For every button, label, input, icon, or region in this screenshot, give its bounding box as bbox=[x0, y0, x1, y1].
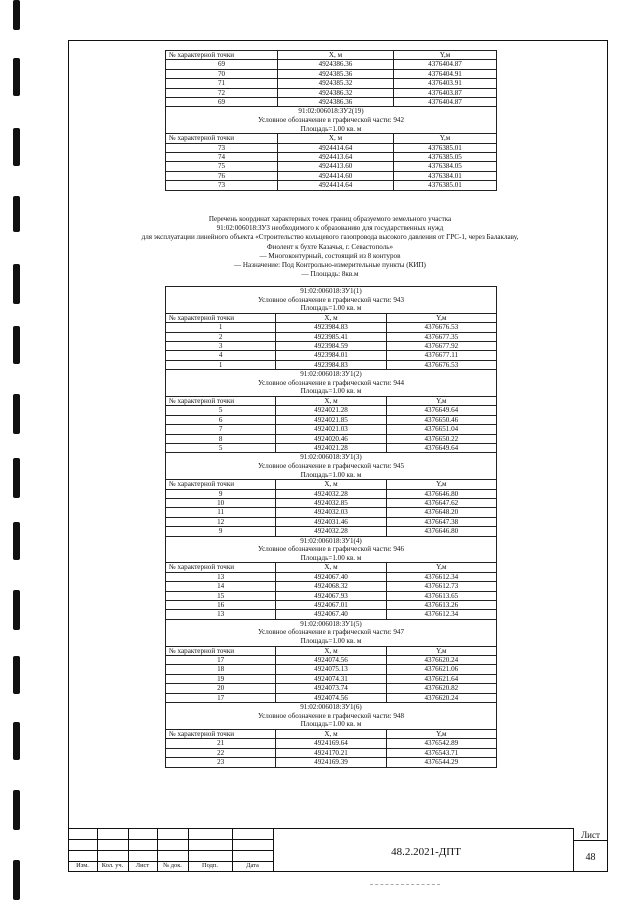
contour-designation: Условное обозначение в графической части: 944 bbox=[257, 378, 404, 387]
y-coordinate-cell: 4376404.87 bbox=[394, 60, 497, 69]
point-number-cell: 22 bbox=[166, 748, 276, 757]
header-point: № характерной точки bbox=[166, 729, 276, 738]
contour-designation: Условное обозначение в графической части: 942 bbox=[257, 116, 404, 125]
x-coordinate-cell: 4924413.64 bbox=[278, 153, 394, 162]
coords-table-contours bbox=[165, 286, 497, 768]
point-number-cell: 7 bbox=[166, 425, 276, 434]
y-coordinate-cell: 4376648.20 bbox=[386, 508, 496, 517]
contour-title-row bbox=[166, 536, 497, 563]
point-number-cell: 9 bbox=[166, 527, 276, 536]
table-header-row bbox=[166, 563, 497, 572]
y-coordinate-cell: 4376612.73 bbox=[386, 582, 496, 591]
binder-hole bbox=[13, 264, 20, 304]
contour-title-row bbox=[166, 107, 497, 134]
point-number-cell: 5 bbox=[166, 406, 276, 415]
stamp-label-signature: Подп. bbox=[202, 862, 218, 869]
y-coordinate-cell: 4376612.34 bbox=[386, 610, 496, 619]
contour-title-row bbox=[166, 453, 497, 480]
header-y: Y,м bbox=[394, 134, 497, 143]
header-x: X, м bbox=[276, 563, 386, 572]
table-row bbox=[166, 332, 497, 341]
header-y: Y,м bbox=[386, 480, 496, 489]
table-row bbox=[166, 88, 497, 97]
table-row bbox=[166, 79, 497, 88]
contour-title: 91:02:006018:ЗУ1(2) bbox=[300, 370, 362, 379]
table-row bbox=[166, 674, 497, 683]
intro-line-1: Перечень координат характерных точек границ образуемого земельного участка bbox=[208, 215, 452, 223]
table-row bbox=[166, 758, 497, 767]
y-coordinate-cell: 4376649.64 bbox=[386, 444, 496, 453]
contour-title-cell bbox=[166, 703, 497, 730]
binder-hole bbox=[13, 656, 20, 694]
header-y: Y,м bbox=[386, 563, 496, 572]
x-coordinate-cell: 4924021.28 bbox=[276, 406, 386, 415]
y-coordinate-cell: 4376677.35 bbox=[386, 332, 496, 341]
y-coordinate-cell: 4376620.24 bbox=[386, 693, 496, 702]
x-coordinate-cell: 4924067.40 bbox=[276, 572, 386, 581]
point-number-cell: 21 bbox=[166, 739, 276, 748]
point-number-cell: 12 bbox=[166, 517, 276, 526]
stamp-label-date: Дата bbox=[246, 862, 259, 869]
point-number-cell: 4 bbox=[166, 351, 276, 360]
y-coordinate-cell: 4376646.80 bbox=[386, 489, 496, 498]
x-coordinate-cell: 4924386.36 bbox=[278, 98, 394, 107]
point-number-cell: 74 bbox=[166, 153, 278, 162]
header-x: X, м bbox=[276, 480, 386, 489]
contours-content bbox=[165, 286, 497, 768]
binder-hole bbox=[13, 722, 20, 760]
contour-title-cell bbox=[166, 536, 497, 563]
table-row bbox=[166, 434, 497, 443]
contour-title-cell bbox=[166, 453, 497, 480]
header-y: Y,м bbox=[386, 646, 496, 655]
table-header-row bbox=[166, 397, 497, 406]
table-row bbox=[166, 425, 497, 434]
y-coordinate-cell: 4376621.06 bbox=[386, 665, 496, 674]
point-number-cell: 1 bbox=[166, 323, 276, 332]
table-row bbox=[166, 489, 497, 498]
header-y: Y,м bbox=[386, 729, 496, 738]
y-coordinate-cell: 4376384.01 bbox=[394, 171, 497, 180]
x-coordinate-cell: 4924414.64 bbox=[278, 143, 394, 152]
table-row bbox=[166, 171, 497, 180]
table-row bbox=[166, 656, 497, 665]
contour-title-cell bbox=[166, 619, 497, 646]
y-coordinate-cell: 4376677.92 bbox=[386, 342, 496, 351]
binder-hole bbox=[13, 522, 20, 560]
sheet-number: 48 bbox=[585, 852, 596, 863]
stamp-label-izm: Изм. bbox=[76, 862, 89, 869]
point-number-cell: 73 bbox=[166, 181, 278, 190]
header-x: X, м bbox=[276, 646, 386, 655]
stamp-label-list: Лист bbox=[135, 862, 150, 869]
contour-area: Площадь=1.00 кв. м bbox=[300, 637, 362, 646]
contour-area: Площадь=1.00 кв. м bbox=[300, 304, 362, 313]
y-coordinate-cell: 4376613.65 bbox=[386, 591, 496, 600]
header-x: X, м bbox=[278, 51, 394, 60]
header-x: X, м bbox=[278, 134, 394, 143]
table-row bbox=[166, 60, 497, 69]
y-coordinate-cell: 4376620.82 bbox=[386, 684, 496, 693]
x-coordinate-cell: 4924032.28 bbox=[276, 527, 386, 536]
contour-title: 91:02:006018:ЗУ1(1) bbox=[300, 287, 362, 295]
header-y: Y,м bbox=[386, 313, 496, 322]
y-coordinate-cell: 4376651.04 bbox=[386, 425, 496, 434]
y-coordinate-cell: 4376404.87 bbox=[394, 98, 497, 107]
x-coordinate-cell: 4924021.03 bbox=[276, 425, 386, 434]
table-header-row bbox=[166, 134, 497, 143]
table-row bbox=[166, 684, 497, 693]
contour-designation: Условное обозначение в графической части: 946 bbox=[257, 545, 404, 554]
header-y: Y,м bbox=[386, 397, 496, 406]
y-coordinate-cell: 4376621.64 bbox=[386, 674, 496, 683]
header-y: Y,м bbox=[394, 51, 497, 60]
y-coordinate-cell: 4376544.29 bbox=[386, 758, 496, 767]
table-row bbox=[166, 748, 497, 757]
intro-text bbox=[120, 215, 540, 279]
point-number-cell: 71 bbox=[166, 79, 278, 88]
contour-area: Площадь=1.00 кв. м bbox=[300, 720, 362, 729]
point-number-cell: 69 bbox=[166, 98, 278, 107]
point-number-cell: 2 bbox=[166, 332, 276, 341]
x-coordinate-cell: 4924073.74 bbox=[276, 684, 386, 693]
top-content bbox=[165, 50, 497, 191]
contour-area: Площадь=1.00 кв. м bbox=[300, 124, 362, 133]
contour-title-row bbox=[166, 370, 497, 397]
intro-line-2: 91:02:006018:ЗУ3 необходимого к образованию для государственных нужд bbox=[216, 224, 444, 233]
contour-area: Площадь=1.00 кв. м bbox=[300, 553, 362, 562]
intro-line-7: — Площадь: 8кв.м bbox=[301, 270, 359, 279]
y-coordinate-cell: 4376647.62 bbox=[386, 499, 496, 508]
y-coordinate-cell: 4376677.11 bbox=[386, 351, 496, 360]
point-number-cell: 13 bbox=[166, 572, 276, 581]
y-coordinate-cell: 4376403.87 bbox=[394, 88, 497, 97]
point-number-cell: 9 bbox=[166, 489, 276, 498]
table-row bbox=[166, 739, 497, 748]
x-coordinate-cell: 4924386.32 bbox=[278, 88, 394, 97]
binder-hole bbox=[13, 0, 20, 30]
x-coordinate-cell: 4924032.03 bbox=[276, 508, 386, 517]
contour-title-row bbox=[166, 703, 497, 730]
point-number-cell: 69 bbox=[166, 60, 278, 69]
sheet-label: Лист bbox=[581, 830, 600, 840]
y-coordinate-cell: 4376403.91 bbox=[394, 79, 497, 88]
table-row bbox=[166, 610, 497, 619]
header-x: X, м bbox=[276, 729, 386, 738]
x-coordinate-cell: 4924067.01 bbox=[276, 601, 386, 610]
intro-line-4: Фиолент к бухте Казачья, г. Севастополь» bbox=[266, 242, 394, 251]
x-coordinate-cell: 4924021.28 bbox=[276, 444, 386, 453]
point-number-cell: 6 bbox=[166, 415, 276, 424]
point-number-cell: 18 bbox=[166, 665, 276, 674]
header-point: № характерной точки bbox=[166, 313, 276, 322]
table-header-row bbox=[166, 480, 497, 489]
y-coordinate-cell: 4376650.22 bbox=[386, 434, 496, 443]
point-number-cell: 76 bbox=[166, 171, 278, 180]
point-number-cell: 72 bbox=[166, 88, 278, 97]
table-row bbox=[166, 360, 497, 369]
stamp-label-doc-no: № док. bbox=[163, 862, 182, 869]
table-row bbox=[166, 181, 497, 190]
header-point: № характерной точки bbox=[166, 51, 278, 60]
x-coordinate-cell: 4924067.93 bbox=[276, 591, 386, 600]
point-number-cell: 20 bbox=[166, 684, 276, 693]
binder-hole bbox=[13, 326, 20, 364]
contour-title-row bbox=[166, 287, 497, 314]
point-number-cell: 15 bbox=[166, 591, 276, 600]
contour-designation: Условное обозначение в графической части: 947 bbox=[257, 628, 404, 637]
point-number-cell: 8 bbox=[166, 434, 276, 443]
contour-title-cell bbox=[166, 107, 497, 134]
coords-table-top bbox=[165, 50, 497, 191]
binder-hole bbox=[13, 458, 20, 498]
y-coordinate-cell: 4376612.34 bbox=[386, 572, 496, 581]
point-number-cell: 5 bbox=[166, 444, 276, 453]
x-coordinate-cell: 4924413.60 bbox=[278, 162, 394, 171]
y-coordinate-cell: 4376385.05 bbox=[394, 153, 497, 162]
binder-hole bbox=[13, 196, 20, 232]
binder-hole bbox=[13, 58, 20, 96]
table-row bbox=[166, 143, 497, 152]
x-coordinate-cell: 4924074.31 bbox=[276, 674, 386, 683]
point-number-cell: 17 bbox=[166, 656, 276, 665]
y-coordinate-cell: 4376385.01 bbox=[394, 143, 497, 152]
x-coordinate-cell: 4924385.36 bbox=[278, 69, 394, 78]
point-number-cell: 75 bbox=[166, 162, 278, 171]
contour-title-cell bbox=[166, 370, 497, 397]
binder-hole bbox=[13, 128, 20, 166]
header-point: № характерной точки bbox=[166, 646, 276, 655]
table-row bbox=[166, 517, 497, 526]
y-coordinate-cell: 4376543.71 bbox=[386, 748, 496, 757]
x-coordinate-cell: 4924169.64 bbox=[276, 739, 386, 748]
point-number-cell: 19 bbox=[166, 674, 276, 683]
contour-designation: Условное обозначение в графической части: 945 bbox=[257, 462, 404, 471]
table-header-row bbox=[166, 51, 497, 60]
table-row bbox=[166, 444, 497, 453]
header-point: № характерной точки bbox=[166, 397, 276, 406]
x-coordinate-cell: 4923984.01 bbox=[276, 351, 386, 360]
table-header-row bbox=[166, 646, 497, 655]
x-coordinate-cell: 4924414.60 bbox=[278, 171, 394, 180]
x-coordinate-cell: 4924074.56 bbox=[276, 656, 386, 665]
x-coordinate-cell: 4924067.40 bbox=[276, 610, 386, 619]
y-coordinate-cell: 4376384.05 bbox=[394, 162, 497, 171]
table-row bbox=[166, 406, 497, 415]
contour-title: 91:02:006018:ЗУ1(3) bbox=[300, 453, 362, 462]
point-number-cell: 3 bbox=[166, 342, 276, 351]
x-coordinate-cell: 4924169.39 bbox=[276, 758, 386, 767]
x-coordinate-cell: 4924075.13 bbox=[276, 665, 386, 674]
point-number-cell: 1 bbox=[166, 360, 276, 369]
document-number: 48.2.2021-ДПТ bbox=[391, 846, 461, 858]
x-coordinate-cell: 4924032.85 bbox=[276, 499, 386, 508]
point-number-cell: 14 bbox=[166, 582, 276, 591]
table-row bbox=[166, 342, 497, 351]
x-coordinate-cell: 4924074.56 bbox=[276, 693, 386, 702]
point-number-cell: 70 bbox=[166, 69, 278, 78]
contour-title-row bbox=[166, 619, 497, 646]
table-row bbox=[166, 98, 497, 107]
x-coordinate-cell: 4924386.36 bbox=[278, 60, 394, 69]
table-row bbox=[166, 508, 497, 517]
y-coordinate-cell: 4376676.53 bbox=[386, 323, 496, 332]
header-point: № характерной точки bbox=[166, 480, 276, 489]
binder-hole bbox=[13, 860, 20, 900]
table-row bbox=[166, 323, 497, 332]
scan-mark bbox=[370, 884, 440, 885]
y-coordinate-cell: 4376404.91 bbox=[394, 69, 497, 78]
y-coordinate-cell: 4376650.46 bbox=[386, 415, 496, 424]
header-point: № характерной точки bbox=[166, 134, 278, 143]
point-number-cell: 23 bbox=[166, 758, 276, 767]
intro-line-5: — Многоконтурный, состоящий из 8 контуров bbox=[259, 251, 401, 260]
table-row bbox=[166, 601, 497, 610]
table-row bbox=[166, 572, 497, 581]
table-header-row bbox=[166, 729, 497, 738]
x-coordinate-cell: 4923984.83 bbox=[276, 323, 386, 332]
y-coordinate-cell: 4376613.26 bbox=[386, 601, 496, 610]
x-coordinate-cell: 4924170.21 bbox=[276, 748, 386, 757]
x-coordinate-cell: 4924032.28 bbox=[276, 489, 386, 498]
table-row bbox=[166, 665, 497, 674]
x-coordinate-cell: 4923984.83 bbox=[276, 360, 386, 369]
point-number-cell: 17 bbox=[166, 693, 276, 702]
contour-title: 91:02:006018:ЗУ2(19) bbox=[298, 107, 364, 116]
contour-area: Площадь=1.00 кв. м bbox=[300, 470, 362, 479]
title-block bbox=[68, 828, 608, 872]
table-row bbox=[166, 591, 497, 600]
intro-line-3: для эксплуатации линейного объекта «Строительство кольцевого газопровода высокого давления от ГРС-1, через Балаклаву, bbox=[141, 233, 519, 242]
y-coordinate-cell: 4376676.53 bbox=[386, 360, 496, 369]
contour-title: 91:02:006018:ЗУ1(6) bbox=[300, 703, 362, 712]
contour-title-cell bbox=[166, 287, 497, 314]
table-row bbox=[166, 162, 497, 171]
header-x: X, м bbox=[276, 397, 386, 406]
binder-hole bbox=[13, 590, 20, 630]
header-point: № характерной точки bbox=[166, 563, 276, 572]
point-number-cell: 73 bbox=[166, 143, 278, 152]
table-row bbox=[166, 69, 497, 78]
y-coordinate-cell: 4376647.38 bbox=[386, 517, 496, 526]
stamp-label-kol-uch: Кол. уч. bbox=[101, 862, 124, 869]
x-coordinate-cell: 4924021.85 bbox=[276, 415, 386, 424]
point-number-cell: 13 bbox=[166, 610, 276, 619]
binder-holes bbox=[13, 0, 25, 905]
table-row bbox=[166, 351, 497, 360]
header-x: X, м bbox=[276, 313, 386, 322]
point-number-cell: 10 bbox=[166, 499, 276, 508]
table-row bbox=[166, 153, 497, 162]
point-number-cell: 11 bbox=[166, 508, 276, 517]
contour-designation: Условное обозначение в графической части: 948 bbox=[257, 711, 404, 720]
y-coordinate-cell: 4376620.24 bbox=[386, 656, 496, 665]
x-coordinate-cell: 4924020.46 bbox=[276, 434, 386, 443]
y-coordinate-cell: 4376542.89 bbox=[386, 739, 496, 748]
contour-title: 91:02:006018:ЗУ1(5) bbox=[300, 619, 362, 628]
x-coordinate-cell: 4923984.59 bbox=[276, 342, 386, 351]
table-row bbox=[166, 527, 497, 536]
table-row bbox=[166, 415, 497, 424]
x-coordinate-cell: 4924414.64 bbox=[278, 181, 394, 190]
x-coordinate-cell: 4924068.32 bbox=[276, 582, 386, 591]
x-coordinate-cell: 4924031.46 bbox=[276, 517, 386, 526]
y-coordinate-cell: 4376385.01 bbox=[394, 181, 497, 190]
intro-line-6: — Назначение: Под Контрольно-измерительные пункты (КИП) bbox=[234, 261, 426, 270]
binder-hole bbox=[13, 394, 20, 434]
contour-title: 91:02:006018:ЗУ1(4) bbox=[300, 536, 362, 545]
binder-hole bbox=[13, 790, 20, 830]
contour-designation: Условное обозначение в графической части: 943 bbox=[257, 295, 404, 304]
table-header-row bbox=[166, 313, 497, 322]
table-row bbox=[166, 693, 497, 702]
x-coordinate-cell: 4924385.32 bbox=[278, 79, 394, 88]
point-number-cell: 16 bbox=[166, 601, 276, 610]
contour-area: Площадь=1.00 кв. м bbox=[300, 387, 362, 396]
table-row bbox=[166, 499, 497, 508]
y-coordinate-cell: 4376649.64 bbox=[386, 406, 496, 415]
x-coordinate-cell: 4923985.41 bbox=[276, 332, 386, 341]
y-coordinate-cell: 4376646.80 bbox=[386, 527, 496, 536]
table-row bbox=[166, 582, 497, 591]
